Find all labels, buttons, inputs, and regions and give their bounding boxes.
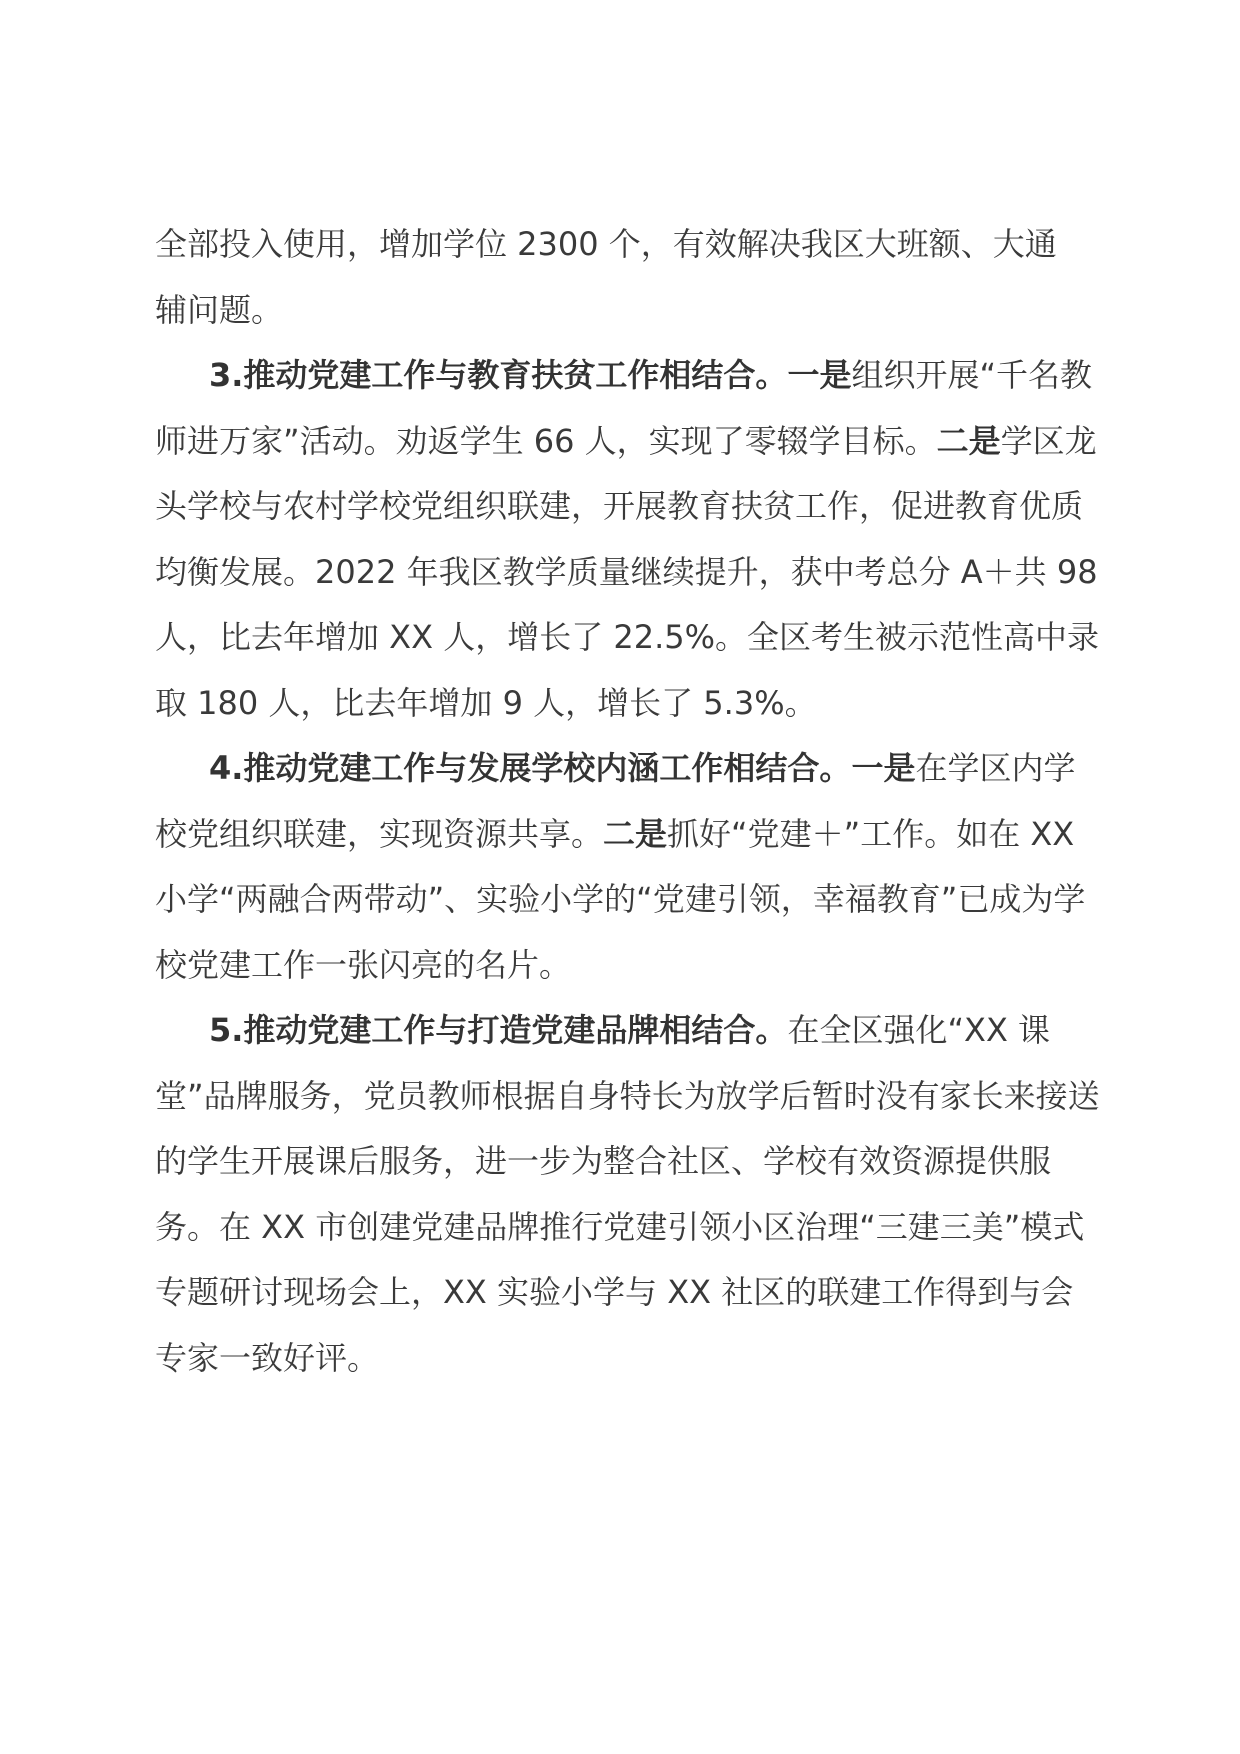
point-lead: 二是	[936, 421, 1001, 460]
paragraph-line: 辅问题。	[155, 290, 284, 329]
paragraph-text: 学区龙头学校与农村学校党组织联建，开展教育扶贫工作，促进教育优质均衡发展。2022 年我区教学质量继续提升，获中考总分 A＋共 98 人，比去年增加 XX 人，增长了 22.5%。全区考生被示范性高中录取 180 人，比去年增加 9 人，增长了 5.3%。	[155, 421, 1100, 722]
point-lead: 一是	[851, 749, 916, 787]
point-lead: 二是	[603, 814, 668, 853]
paragraph-item-4	[155, 736, 1100, 998]
paragraph-item-3	[155, 343, 1100, 736]
paragraph-item-5	[155, 998, 1100, 1391]
document-body	[155, 212, 1100, 1391]
paragraph-text: 在学区内学校党组织联建，实现资源共享。	[155, 749, 1076, 853]
paragraph-text: 在全区强化“XX 课堂”品牌服务，党员教师根据自身特长为放学后暂时没有家长来接送的学生开展课后服务，进一步为整合社区、学校有效资源提供服务。在 XX 市创建党建品牌推行党建引领小区治理“三建三美”模式专题研讨现场会上，XX 实验小学与 XX 社区的联建工作得到与会专家一致好评。	[155, 1011, 1100, 1377]
section-heading: 5.推动党建工作与打造党建品牌相结合。	[209, 1011, 788, 1049]
section-heading: 3.推动党建工作与教育扶贫工作相结合。	[209, 356, 788, 394]
section-heading: 4.推动党建工作与发展学校内涵工作相结合。	[209, 749, 852, 787]
paragraph-text: 抓好“党建＋”工作。如在 XX 小学“两融合两带动”、实验小学的“党建引领，幸福教育”已成为学校党建工作一张闪亮的名片。	[155, 814, 1086, 984]
point-lead: 一是	[787, 356, 852, 394]
paragraph-text: 组织开展“千名教师进万家”活动。劝返学生 66 人，实现了零辍学目标。	[155, 356, 1093, 460]
paragraph-line: 全部投入使用，增加学位 2300 个，有效解决我区大班额、大通	[155, 225, 1057, 263]
paragraph-continuation	[155, 212, 1100, 343]
